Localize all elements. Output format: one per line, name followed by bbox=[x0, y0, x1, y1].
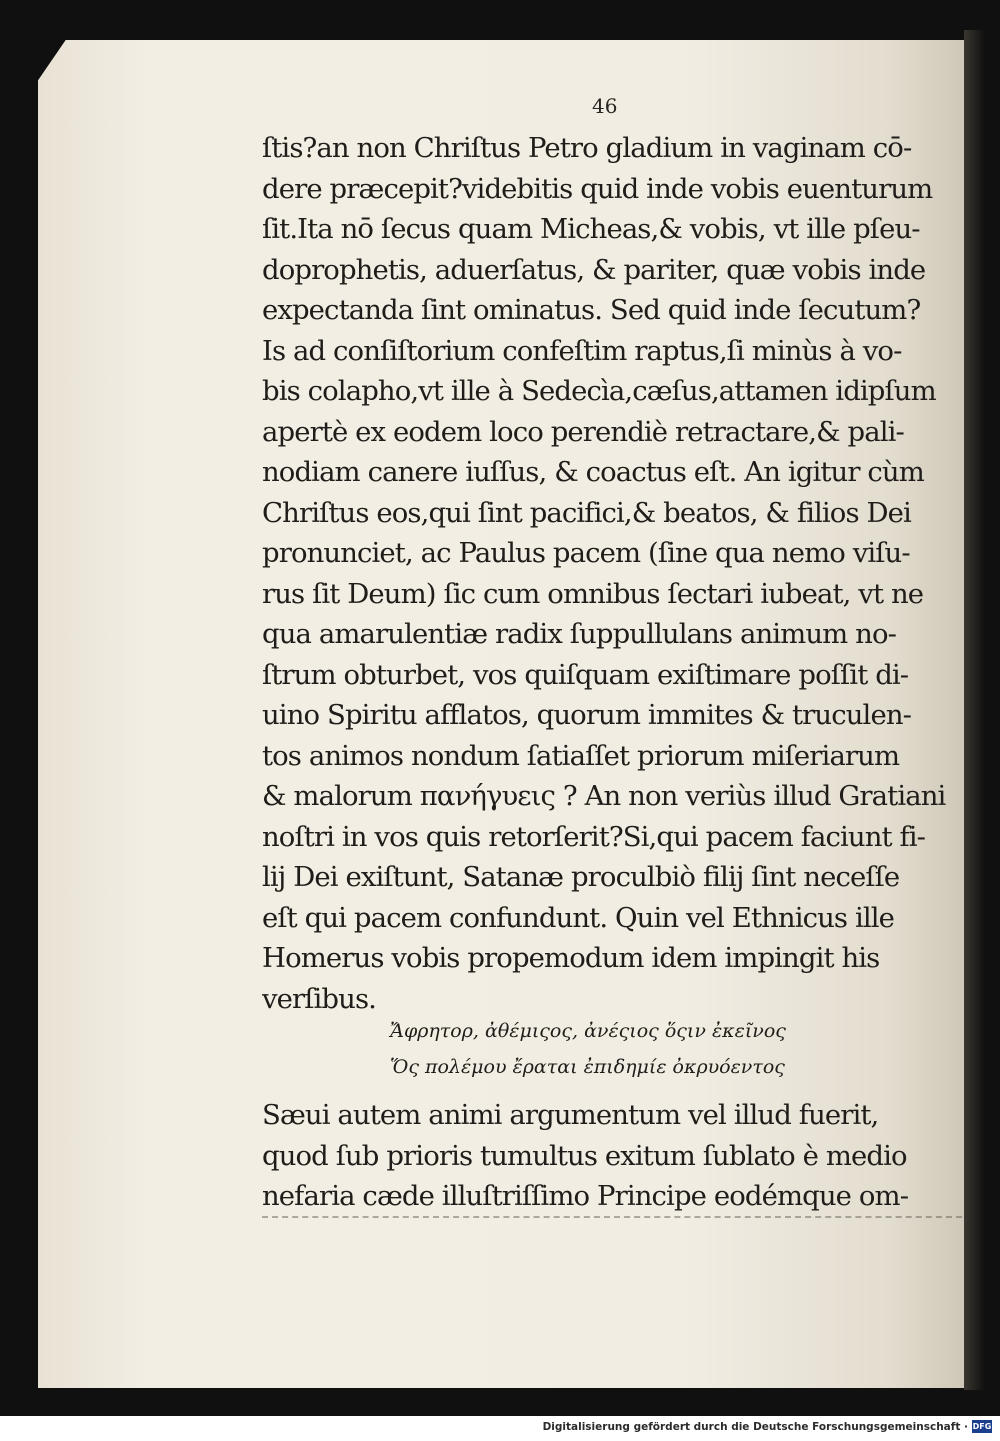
text-line: noſtri in vos quis retorſerit?Si,qui pacem faciunt fi- bbox=[262, 820, 926, 853]
page-number: 46 bbox=[592, 94, 618, 118]
text-line: Is ad conſiſtorium confeſtim raptus,ſi minùs à vo- bbox=[262, 334, 902, 367]
text-line: nodiam canere iuſſus, & coactus eſt. An igitur cùm bbox=[262, 456, 924, 488]
text-line: uino Spiritu afflatos, quorum immites & truculen- bbox=[262, 699, 912, 731]
text-line: Sæui autem animi argumentum vel illud fuerit, bbox=[262, 1099, 879, 1131]
text-line: & malorum πανήγυεις ? An non veriùs illud Gratiani bbox=[262, 780, 946, 812]
text-line: nefaria cæde illuſtriſſimo Principe eodémque om- bbox=[262, 1180, 909, 1212]
text-line: ſtis?an non Chriſtus Petro gladium in vaginam cō- bbox=[262, 132, 912, 164]
text-line: ſtrum obturbet, vos quiſquam exiſtimare poſſit di- bbox=[262, 658, 909, 691]
text-line: lij Dei exiſtunt, Satanæ proculbiò filij ſint neceſſe bbox=[262, 861, 900, 893]
text-line: qua amarulentiæ radix ſuppullulans animum no- bbox=[262, 618, 897, 650]
text-line: verſibus. bbox=[262, 982, 376, 1015]
text-line: Homerus vobis propemodum idem impingit his bbox=[262, 942, 880, 974]
continuation-text-block bbox=[262, 1095, 967, 1217]
text-line: eſt qui pacem confundunt. Quin vel Ethnicus ille bbox=[262, 901, 895, 934]
text-line: bis colapho,vt ille à Sedecìa,cæſus,attamen idipſum bbox=[262, 375, 936, 407]
text-line: rus ſit Deum) ſic cum omnibus ſectari iubeat, vt ne bbox=[262, 577, 924, 610]
bleed-through-rule bbox=[262, 1216, 962, 1220]
greek-verse-quote bbox=[390, 1013, 786, 1085]
text-line: pronunciet, ac Paulus pacem (ſine qua nemo viſu- bbox=[262, 537, 910, 569]
dfg-logo-icon: DFG bbox=[972, 1422, 992, 1431]
text-line: ſit.Ita nō ſecus quam Micheas,& vobis, vt ille pſeu- bbox=[262, 213, 920, 245]
main-text-block bbox=[262, 128, 967, 1019]
text-line: dere præcepit?videbitis quid inde vobis euenturum bbox=[262, 172, 933, 205]
greek-verse-line: Ὅς πολέμου ἔραται ἐπιδημίε ὀκρυόεντος bbox=[390, 1056, 785, 1078]
text-line: doprophetis, aduerſatus, & pariter, quæ vobis inde bbox=[262, 253, 926, 286]
text-line: Chriſtus eos,qui ſint pacifici,& beatos, & filios Dei bbox=[262, 496, 911, 529]
text-line: apertè ex eodem loco perendiè retractare,& pali- bbox=[262, 415, 904, 448]
text-line: tos animos nondum ſatiaſſet priorum miſeriarum bbox=[262, 739, 900, 772]
page-gutter-shadow bbox=[964, 30, 984, 1390]
text-line: quod ſub prioris tumultus exitum ſublato è medio bbox=[262, 1139, 907, 1172]
greek-verse-line: Ἄφρητορ, ἀθέμιςος, ἀνέςιος ὅςιν ἐκεῖνος bbox=[390, 1020, 786, 1042]
text-line: expectanda ſint ominatus. Sed quid inde ſecutum? bbox=[262, 294, 921, 326]
footer-credit: Digitalisierung gefördert durch die Deutsche Forschungsgemeinschaft · bbox=[542, 1421, 968, 1433]
